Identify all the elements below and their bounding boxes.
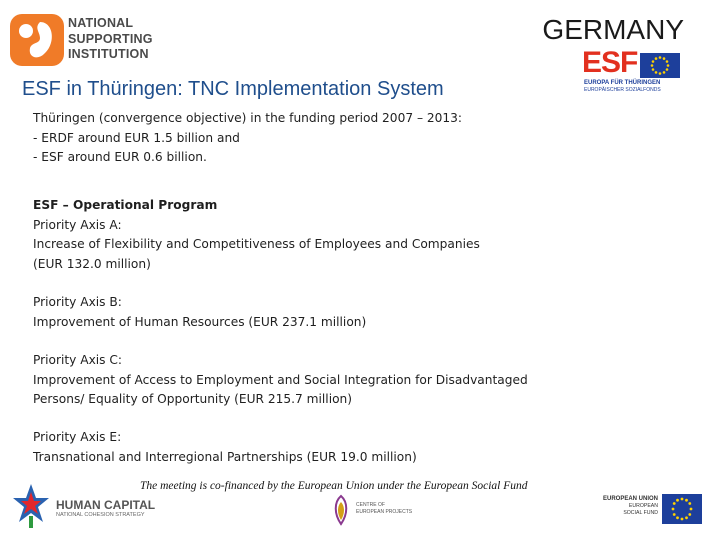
human-capital-star-icon — [12, 482, 50, 528]
cep-logo-text — [356, 502, 412, 515]
intro-line: - ESF around EUR 0.6 billion. — [33, 150, 207, 165]
eu-logo-line-2: SOCIAL FUND — [623, 509, 658, 516]
priority-axis-b — [33, 293, 366, 332]
priority-axis-text: Persons/ Equality of Opportunity (EUR 215.7 million) — [33, 392, 353, 407]
priority-axis-text: Increase of Flexibility and Competitiveness of Employees and Companies — [33, 237, 480, 252]
nsi-line-3: INSTITUTION — [68, 47, 149, 61]
esf-wordmark: ESF — [582, 46, 638, 79]
cep-emblem-icon — [330, 494, 352, 526]
nsi-line-1: NATIONAL — [68, 16, 134, 30]
priority-axis-text: Improvement of Access to Employment and Social Integration for Disadvantaged — [33, 372, 528, 387]
cep-line-1: CENTRE OF — [356, 502, 385, 508]
nsi-logo-icon — [10, 14, 64, 66]
country-heading: GERMANY — [542, 14, 684, 45]
eu-flag-icon — [640, 53, 680, 78]
intro-block — [33, 109, 462, 168]
slide-title: ESF in Thüringen: TNC Implementation System — [22, 78, 444, 100]
nsi-logo-text — [68, 16, 153, 63]
esf-logo-line-2: EUROPÄISCHER SOZIALFONDS — [584, 87, 661, 93]
human-capital-subtitle: NATIONAL COHESION STRATEGY — [56, 512, 145, 518]
nsi-line-2: SUPPORTING — [68, 31, 153, 46]
human-capital-logo — [12, 482, 172, 530]
european-union-social-fund-logo — [596, 494, 708, 528]
intro-line: Thüringen (convergence objective) in the funding period 2007 – 2013: — [33, 111, 463, 125]
centre-of-european-projects-logo — [330, 494, 420, 528]
priority-axis-text: Improvement of Human Resources (EUR 237.1 million) — [33, 314, 367, 329]
eu-logo-text — [596, 496, 658, 516]
eu-logo-line-1: EUROPEAN — [628, 502, 658, 509]
priority-axis-c — [33, 351, 528, 410]
program-heading: ESF – Operational Program — [33, 198, 218, 212]
priority-axis-text: (EUR 132.0 million) — [33, 256, 151, 271]
priority-axis-label: Priority Axis C: — [33, 353, 123, 367]
national-supporting-institution-logo — [10, 14, 160, 66]
eu-flag-icon — [662, 494, 702, 524]
intro-line: - ERDF around EUR 1.5 billion and — [33, 130, 240, 145]
eu-logo-head: EUROPEAN UNION — [602, 496, 658, 502]
priority-axis-text: Transnational and Interregional Partnerships (EUR 19.0 million) — [33, 449, 417, 464]
priority-axis-label: Priority Axis B: — [33, 295, 122, 309]
cofinance-note: The meeting is co-financed by the European Union under the European Social Fund — [140, 480, 528, 492]
priority-axis-label: Priority Axis A: — [33, 217, 122, 232]
priority-axis-label: Priority Axis E: — [33, 430, 122, 444]
priority-axis-e — [33, 428, 417, 467]
human-capital-title: HUMAN CAPITAL — [56, 498, 156, 512]
esf-thueringen-logo — [582, 46, 682, 96]
operational-program-block — [33, 196, 480, 274]
esf-logo-line-1: EUROPA FÜR THÜRINGEN — [584, 80, 661, 86]
cep-line-2: EUROPEAN PROJECTS — [356, 508, 413, 515]
